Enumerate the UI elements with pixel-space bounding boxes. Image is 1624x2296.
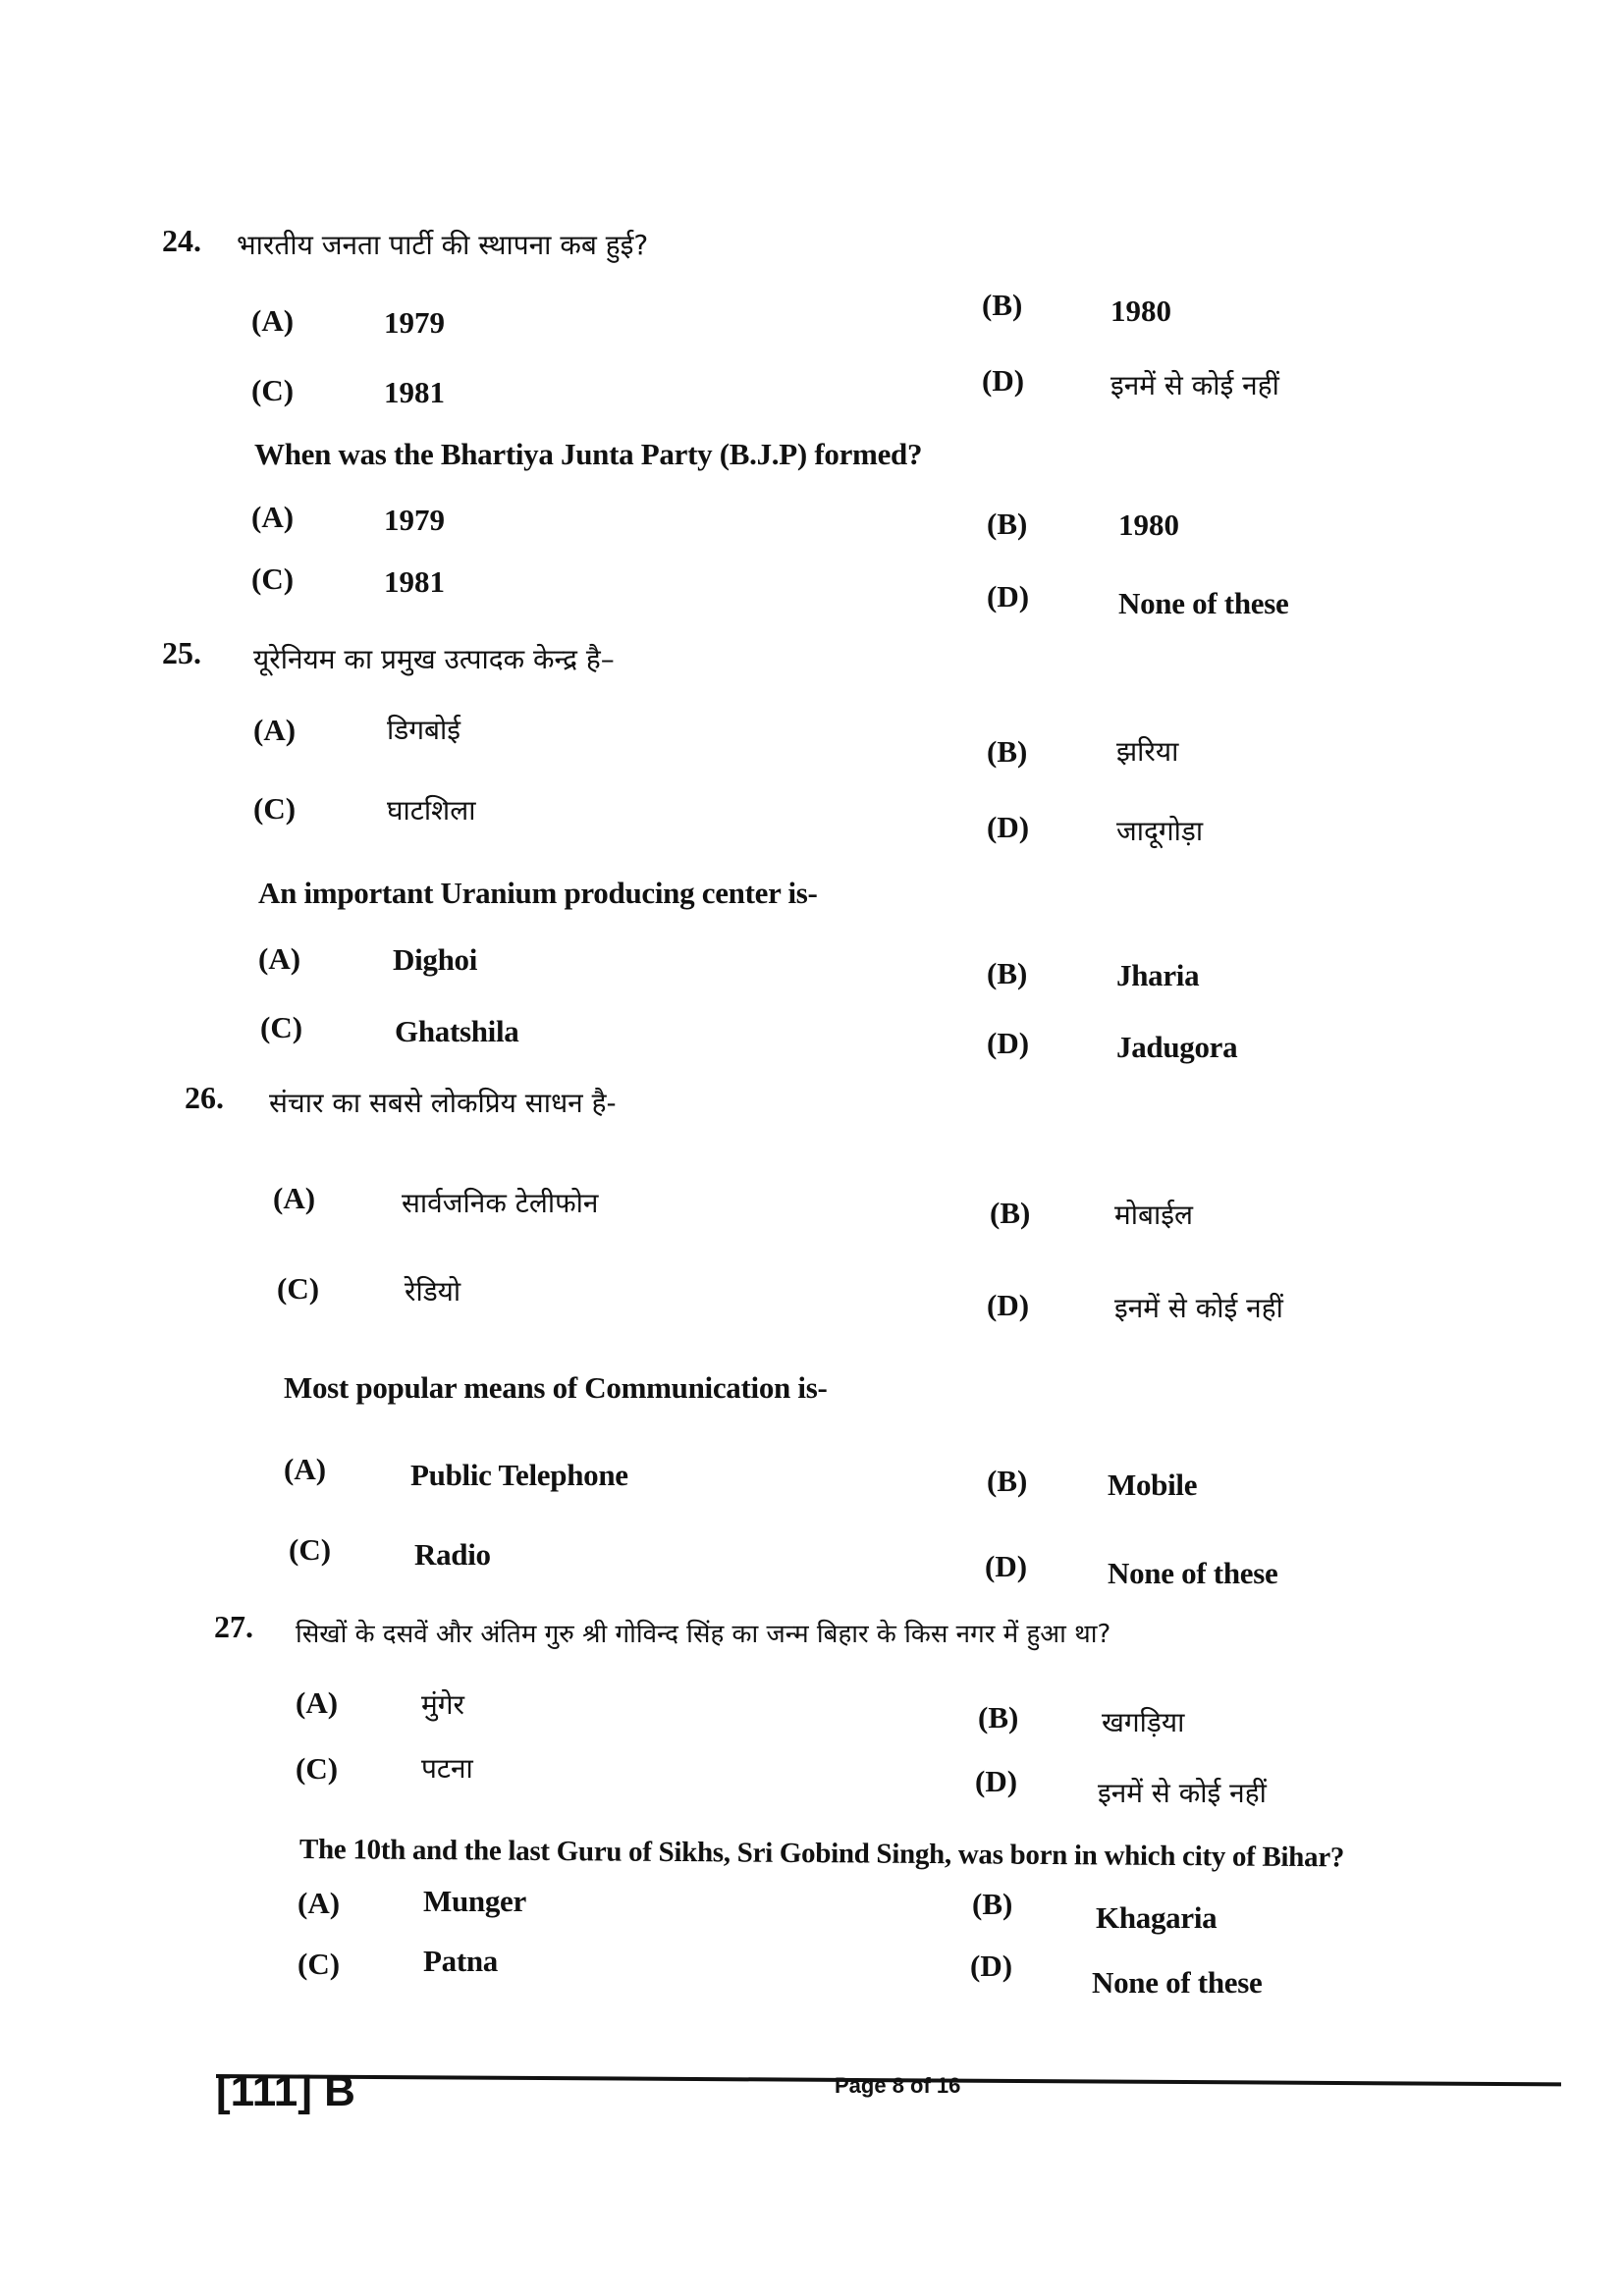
option-d-english: Jadugora: [1116, 1030, 1238, 1064]
option-label-c: (C): [289, 1532, 332, 1567]
option-d-hindi: इनमें से कोई नहीं: [1114, 1292, 1283, 1324]
option-label-c: (C): [277, 1271, 320, 1306]
option-c-english: 1981: [384, 564, 445, 599]
option-label-b: (B): [982, 288, 1023, 322]
page-number: Page 8 of 16: [835, 2073, 961, 2098]
option-label-c: (C): [298, 1947, 341, 1981]
option-b-english: 1980: [1118, 507, 1179, 542]
option-label-b: (B): [972, 1887, 1013, 1921]
option-label-a: (A): [298, 1886, 341, 1920]
option-label-d: (D): [987, 810, 1030, 844]
option-label-d: (D): [987, 1026, 1030, 1060]
option-label-c: (C): [251, 373, 295, 407]
option-c-english: Radio: [414, 1537, 491, 1572]
option-label-b: (B): [987, 1464, 1028, 1498]
option-label-a: (A): [258, 941, 301, 976]
question-hindi: भारतीय जनता पार्टी की स्थापना कब हुई?: [237, 229, 649, 261]
question-number: 24.: [162, 223, 201, 258]
option-label-b: (B): [987, 734, 1028, 769]
option-d-hindi: इनमें से कोई नहीं: [1110, 369, 1279, 401]
option-b-hindi: खगड़िया: [1102, 1706, 1185, 1738]
option-b-english: Mobile: [1108, 1468, 1198, 1502]
option-c-hindi: पटना: [421, 1752, 473, 1785]
option-label-a: (A): [273, 1181, 316, 1215]
option-label-c: (C): [260, 1010, 303, 1044]
option-label-a: (A): [284, 1452, 327, 1486]
option-a-english: Public Telephone: [410, 1458, 628, 1492]
question-english: When was the Bhartiya Junta Party (B.J.P) formed?: [254, 437, 923, 471]
option-label-b: (B): [987, 507, 1028, 541]
option-a-hindi: सार्वजनिक टेलीफोन: [402, 1187, 599, 1219]
option-b-english: Jharia: [1116, 958, 1200, 992]
option-c-hindi: घाटशिला: [387, 794, 476, 827]
option-label-d: (D): [987, 1288, 1030, 1322]
option-c-english: Ghatshila: [395, 1014, 519, 1048]
option-label-b: (B): [987, 956, 1028, 990]
paper-code: [111] B: [216, 2067, 355, 2115]
option-b-english: Khagaria: [1096, 1900, 1218, 1935]
question-english: The 10th and the last Guru of Sikhs, Sri Gobind Singh, was born in which city of Bihar?: [298, 1834, 1345, 1874]
option-label-b: (B): [990, 1196, 1031, 1230]
option-b-hindi: झरिया: [1116, 735, 1179, 768]
question-hindi: यूरेनियम का प्रमुख उत्पादक केन्द्र है–: [253, 643, 615, 675]
option-c-hindi: रेडियो: [405, 1275, 461, 1308]
question-number: 25.: [162, 635, 201, 670]
option-d-english: None of these: [1108, 1556, 1278, 1590]
option-label-a: (A): [251, 303, 295, 338]
option-a-english: Dighoi: [393, 942, 478, 977]
option-label-a: (A): [251, 500, 295, 534]
option-label-a: (A): [296, 1685, 339, 1720]
question-english: An important Uranium producing center is-: [258, 876, 818, 910]
option-c-hindi: 1981: [384, 375, 445, 409]
option-a-hindi: डिगबोई: [387, 714, 460, 746]
option-d-hindi: जादूगोड़ा: [1116, 815, 1204, 847]
option-label-d: (D): [982, 363, 1025, 398]
option-label-c: (C): [251, 561, 295, 596]
option-a-hindi: 1979: [384, 305, 445, 340]
option-label-c: (C): [296, 1751, 339, 1786]
option-b-hindi: मोबाईल: [1114, 1199, 1193, 1231]
option-d-hindi: इनमें से कोई नहीं: [1098, 1777, 1267, 1809]
option-d-english: None of these: [1092, 1965, 1263, 2000]
question-hindi: संचार का सबसे लोकप्रिय साधन है-: [269, 1087, 617, 1119]
option-a-english: 1979: [384, 503, 445, 537]
question-number: 26.: [185, 1080, 224, 1115]
question-hindi: सिखों के दसवें और अंतिम गुरु श्री गोविन्द सिंह का जन्म बिहार के किस नगर में हुआ था?: [296, 1620, 1111, 1649]
option-c-english: Patna: [423, 1944, 499, 1978]
option-b-hindi: 1980: [1110, 294, 1171, 328]
option-label-b: (B): [978, 1700, 1019, 1735]
option-label-a: (A): [253, 713, 297, 747]
question-english: Most popular means of Communication is-: [284, 1370, 828, 1405]
option-label-d: (D): [970, 1949, 1013, 1983]
option-label-d: (D): [975, 1764, 1018, 1798]
option-a-hindi: मुंगेर: [421, 1688, 464, 1721]
option-d-english: None of these: [1118, 586, 1289, 620]
option-label-d: (D): [985, 1549, 1028, 1583]
question-number: 27.: [214, 1609, 253, 1644]
option-a-english: Munger: [423, 1884, 526, 1918]
option-label-d: (D): [987, 579, 1030, 614]
option-label-c: (C): [253, 791, 297, 826]
